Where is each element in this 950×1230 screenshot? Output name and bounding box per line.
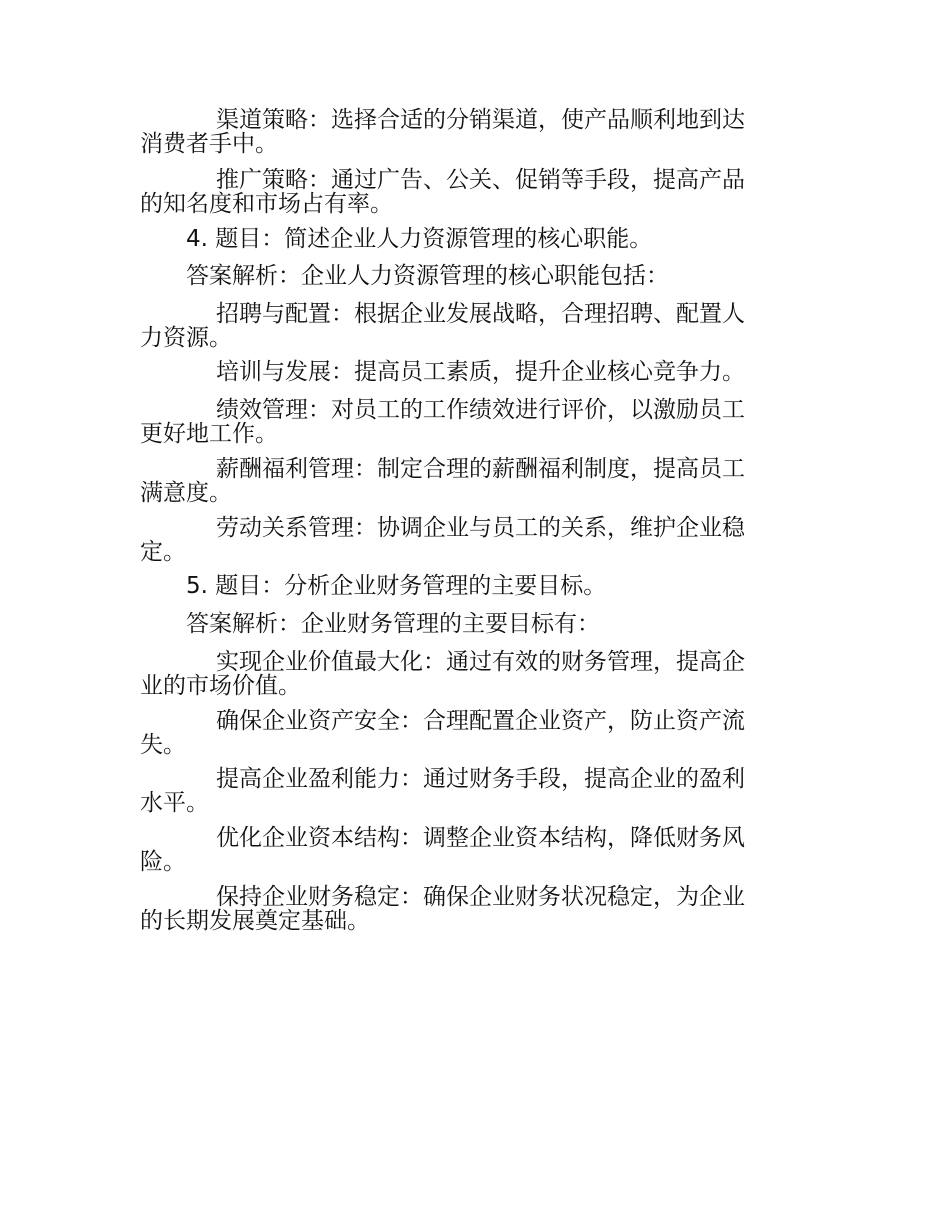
text-line: 招聘与配置：根据企业发展战略，合理招聘、配置人	[216, 301, 745, 327]
text-line: 答案解析：企业财务管理的主要目标有：	[186, 611, 600, 637]
text-line: 培训与发展：提高员工素质，提升企业核心竞争力。	[216, 359, 745, 385]
text-line: 提高企业盈利能力：通过财务手段，提高企业的盈利	[216, 766, 745, 792]
paragraph-recruitment	[140, 302, 790, 350]
question-5-title	[140, 574, 790, 598]
text-line: 绩效管理：对员工的工作绩效进行评价，以激励员工	[216, 397, 745, 423]
text-line: 的长期发展奠定基础。	[140, 908, 370, 934]
paragraph-value-maximization	[140, 650, 790, 698]
text-line: 失。	[140, 732, 186, 758]
paragraph-performance	[140, 398, 790, 446]
question-5-answer-intro	[140, 612, 790, 636]
text-line: 4. 题目：简述企业人力资源管理的核心职能。	[186, 226, 653, 252]
text-line: 答案解析：企业人力资源管理的核心职能包括：	[186, 263, 669, 289]
text-line: 5. 题目：分析企业财务管理的主要目标。	[186, 573, 607, 599]
text-line: 消费者手中。	[140, 131, 278, 157]
text-line: 定。	[140, 539, 186, 565]
question-4-answer-intro	[140, 264, 790, 288]
paragraph-promotion-strategy	[140, 168, 790, 216]
text-line: 劳动关系管理：协调企业与员工的关系，维护企业稳	[216, 515, 745, 541]
paragraph-channel-strategy	[140, 108, 790, 156]
text-line: 确保企业资产安全：合理配置企业资产，防止资产流	[216, 708, 745, 734]
text-line: 满意度。	[140, 480, 232, 506]
text-line: 更好地工作。	[140, 421, 278, 447]
paragraph-profitability	[140, 767, 790, 815]
paragraph-training	[140, 360, 790, 384]
paragraph-asset-safety	[140, 709, 790, 757]
text-line: 水平。	[140, 790, 209, 816]
text-line: 保持企业财务稳定：确保企业财务状况稳定，为企业	[216, 884, 745, 910]
text-line: 险。	[140, 849, 186, 875]
text-line: 实现企业价值最大化：通过有效的财务管理，提高企	[216, 649, 745, 675]
text-line: 推广策略：通过广告、公关、促销等手段，提高产品	[216, 167, 745, 193]
text-line: 的知名度和市场占有率。	[140, 191, 393, 217]
question-4-title	[140, 227, 790, 251]
text-line: 力资源。	[140, 325, 232, 351]
paragraph-financial-stability	[140, 885, 790, 933]
text-line: 优化企业资本结构：调整企业资本结构，降低财务风	[216, 825, 745, 851]
text-line: 渠道策略：选择合适的分销渠道，使产品顺利地到达	[216, 107, 745, 133]
paragraph-capital-structure	[140, 826, 790, 874]
paragraph-labor-relations	[140, 516, 790, 564]
paragraph-compensation	[140, 457, 790, 505]
text-line: 业的市场价值。	[140, 673, 301, 699]
text-line: 薪酬福利管理：制定合理的薪酬福利制度，提高员工	[216, 456, 745, 482]
